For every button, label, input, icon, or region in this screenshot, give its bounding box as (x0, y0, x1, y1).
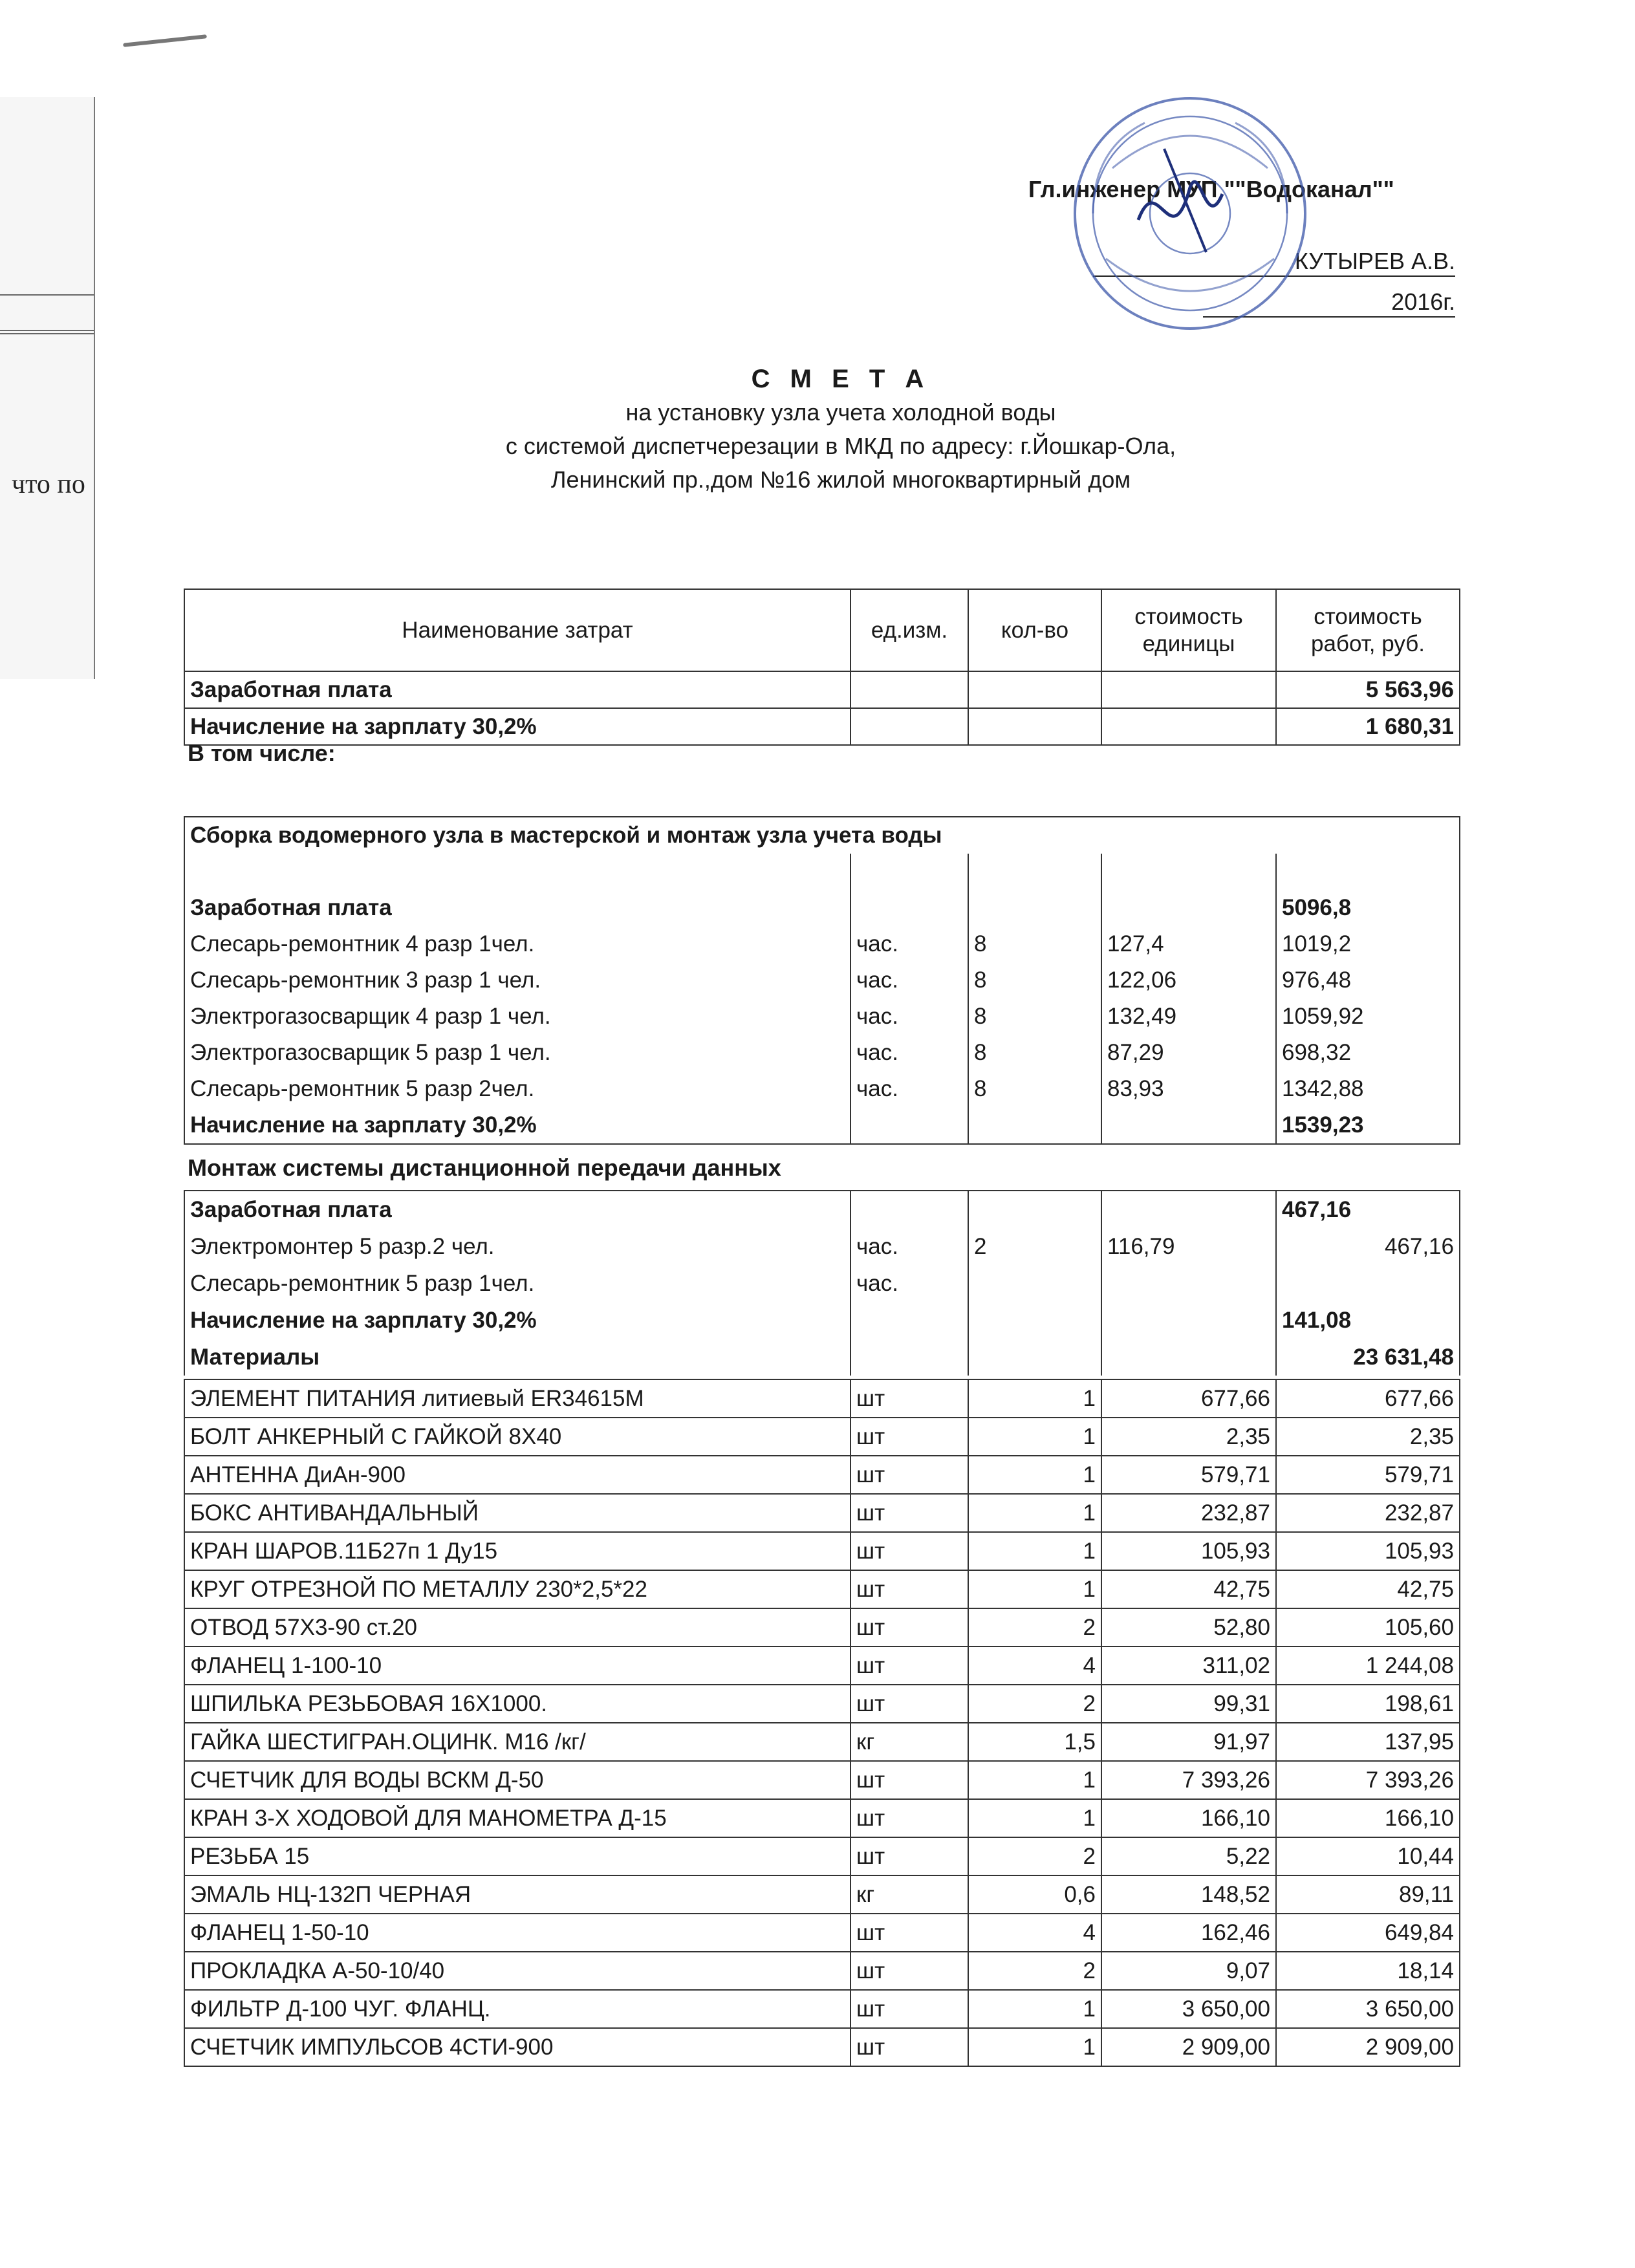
material-unit: шт (850, 1914, 968, 1952)
material-unit: шт (850, 1990, 968, 2028)
document-title-block (194, 362, 1488, 497)
material-price: 9,07 (1101, 1952, 1276, 1990)
section-title: Сборка водомерного узла в мастерской и монтаж узла учета воды (184, 817, 1460, 854)
worker-qty: 8 (968, 1071, 1101, 1107)
worker-name: Слесарь-ремонтник 5 разр 2чел. (184, 1071, 850, 1107)
material-price: 166,10 (1101, 1799, 1276, 1837)
worker-name: Электрогазосварщик 5 разр 1 чел. (184, 1035, 850, 1071)
material-sum: 89,11 (1276, 1875, 1460, 1914)
material-qty: 1 (968, 1379, 1101, 1418)
section-assembly-table (184, 816, 1460, 1145)
materials-label: Материалы (184, 1339, 850, 1376)
pen-mark (123, 34, 207, 47)
material-name: ГАЙКА ШЕСТИГРАН.ОЦИНК. М16 /кг/ (184, 1723, 850, 1761)
material-price: 5,22 (1101, 1837, 1276, 1875)
material-price: 52,80 (1101, 1608, 1276, 1647)
worker-unit: час. (850, 1265, 968, 1302)
salary-value: 467,16 (1276, 1191, 1460, 1228)
material-sum: 677,66 (1276, 1379, 1460, 1418)
material-price: 105,93 (1101, 1532, 1276, 1570)
material-qty: 2 (968, 1685, 1101, 1723)
worker-price: 83,93 (1101, 1071, 1276, 1107)
material-row (184, 1837, 1460, 1875)
accrual-value: 1539,23 (1276, 1107, 1460, 1144)
section-title-row (184, 817, 1460, 854)
organization-seal (1067, 91, 1313, 336)
material-row (184, 1532, 1460, 1570)
summary-table (184, 589, 1460, 746)
material-sum: 2,35 (1276, 1418, 1460, 1456)
accrual-label: Начисление на зарплату 30,2% (184, 1302, 850, 1339)
underlying-page (0, 97, 95, 679)
worker-unit: час. (850, 962, 968, 999)
col-header-name: Наименование затрат (184, 589, 850, 671)
worker-price: 87,29 (1101, 1035, 1276, 1071)
accrual-row (184, 1302, 1460, 1339)
material-name: ФИЛЬТР Д-100 ЧУГ. ФЛАНЦ. (184, 1990, 850, 2028)
material-name: ФЛАНЕЦ 1-100-10 (184, 1647, 850, 1685)
worker-sum (1276, 1265, 1460, 1302)
worker-unit: час. (850, 1228, 968, 1265)
material-row (184, 1990, 1460, 2028)
col-header-total: стоимость работ, руб. (1276, 589, 1460, 671)
worker-unit: час. (850, 926, 968, 962)
material-qty: 4 (968, 1914, 1101, 1952)
material-row (184, 1952, 1460, 1990)
worker-unit: час. (850, 1035, 968, 1071)
material-price: 2 909,00 (1101, 2028, 1276, 2066)
material-row (184, 1647, 1460, 1685)
material-unit: шт (850, 1837, 968, 1875)
underlay-rule (0, 333, 94, 334)
material-price: 99,31 (1101, 1685, 1276, 1723)
material-sum: 649,84 (1276, 1914, 1460, 1952)
document-title: С М Е Т А (751, 365, 931, 393)
material-name: БОЛТ АНКЕРНЫЙ С ГАЙКОЙ 8Х40 (184, 1418, 850, 1456)
accrual-row (184, 1107, 1460, 1144)
summary-name: Начисление на зарплату 30,2% (184, 708, 850, 745)
material-name: КРАН 3-Х ХОДОВОЙ ДЛЯ МАНОМЕТРА Д-15 (184, 1799, 850, 1837)
material-row (184, 1379, 1460, 1418)
summary-value: 5 563,96 (1276, 671, 1460, 708)
material-unit: шт (850, 1608, 968, 1647)
materials-table (184, 1379, 1460, 2067)
worker-price (1101, 1265, 1276, 1302)
material-row (184, 1761, 1460, 1799)
salary-row (184, 1191, 1460, 1228)
worker-qty: 8 (968, 1035, 1101, 1071)
material-sum: 137,95 (1276, 1723, 1460, 1761)
material-qty: 4 (968, 1647, 1101, 1685)
title-line-1: на установку узла учета холодной воды (625, 399, 1056, 426)
material-name: АНТЕННА ДиАн-900 (184, 1456, 850, 1494)
material-price: 677,66 (1101, 1379, 1276, 1418)
worker-sum: 1019,2 (1276, 926, 1460, 962)
worker-row (184, 1035, 1460, 1071)
material-name: ЭМАЛЬ НЦ-132П ЧЕРНАЯ (184, 1875, 850, 1914)
material-price: 579,71 (1101, 1456, 1276, 1494)
in-total-label: В том числе: (188, 740, 336, 766)
material-sum: 105,93 (1276, 1532, 1460, 1570)
worker-row (184, 999, 1460, 1035)
material-qty: 1 (968, 1418, 1101, 1456)
worker-sum: 1059,92 (1276, 999, 1460, 1035)
material-sum: 105,60 (1276, 1608, 1460, 1647)
worker-row (184, 1228, 1460, 1265)
salary-label: Заработная плата (184, 890, 850, 926)
material-name: ОТВОД 57Х3-90 ст.20 (184, 1608, 850, 1647)
underlay-text: что по (12, 470, 85, 499)
material-row (184, 1456, 1460, 1494)
worker-unit: час. (850, 1071, 968, 1107)
worker-name: Электромонтер 5 разр.2 чел. (184, 1228, 850, 1265)
material-price: 162,46 (1101, 1914, 1276, 1952)
worker-sum: 1342,88 (1276, 1071, 1460, 1107)
material-price: 148,52 (1101, 1875, 1276, 1914)
material-row (184, 1723, 1460, 1761)
material-unit: шт (850, 2028, 968, 2066)
material-qty: 2 (968, 1837, 1101, 1875)
material-row (184, 1799, 1460, 1837)
material-qty: 1 (968, 1761, 1101, 1799)
material-row (184, 1685, 1460, 1723)
material-unit: шт (850, 1799, 968, 1837)
worker-name: Электрогазосварщик 4 разр 1 чел. (184, 999, 850, 1035)
section-remote-table (184, 1190, 1460, 1376)
material-unit: шт (850, 1532, 968, 1570)
accrual-value: 141,08 (1276, 1302, 1460, 1339)
worker-qty (968, 1265, 1101, 1302)
material-unit: шт (850, 1761, 968, 1799)
material-unit: шт (850, 1494, 968, 1532)
worker-price: 122,06 (1101, 962, 1276, 999)
material-price: 3 650,00 (1101, 1990, 1276, 2028)
material-qty: 1 (968, 1990, 1101, 2028)
material-unit: шт (850, 1418, 968, 1456)
header-row (184, 589, 1460, 671)
material-price: 91,97 (1101, 1723, 1276, 1761)
spacer-row (184, 854, 1460, 890)
material-row (184, 2028, 1460, 2066)
material-row (184, 1494, 1460, 1532)
accrual-label: Начисление на зарплату 30,2% (184, 1107, 850, 1144)
salary-row (184, 890, 1460, 926)
material-unit: шт (850, 1456, 968, 1494)
material-sum: 198,61 (1276, 1685, 1460, 1723)
material-qty: 1 (968, 1494, 1101, 1532)
material-name: КРАН ШАРОВ.11Б27п 1 Ду15 (184, 1532, 850, 1570)
material-unit: шт (850, 1952, 968, 1990)
summary-value: 1 680,31 (1276, 708, 1460, 745)
worker-sum: 467,16 (1276, 1228, 1460, 1265)
salary-value: 5096,8 (1276, 890, 1460, 926)
worker-row (184, 1265, 1460, 1302)
approval-name: КУТЫРЕВ А.В. (1093, 247, 1455, 277)
section2-title: Монтаж системы дистанционной передачи данных (188, 1154, 781, 1181)
material-name: РЕЗЬБА 15 (184, 1837, 850, 1875)
worker-row (184, 1071, 1460, 1107)
worker-unit: час. (850, 999, 968, 1035)
material-name: КРУГ ОТРЕЗНОЙ ПО МЕТАЛЛУ 230*2,5*22 (184, 1570, 850, 1608)
approval-position: Гл.инженер МУП ""Водоканал"" (1028, 176, 1394, 202)
material-sum: 7 393,26 (1276, 1761, 1460, 1799)
underlay-rule (0, 294, 94, 296)
worker-sum: 976,48 (1276, 962, 1460, 999)
material-name: ЭЛЕМЕНТ ПИТАНИЯ литиевый ER34615M (184, 1379, 850, 1418)
material-sum: 10,44 (1276, 1837, 1460, 1875)
underlay-rule (0, 330, 94, 331)
worker-price: 127,4 (1101, 926, 1276, 962)
material-name: БОКС АНТИВАНДАЛЬНЫЙ (184, 1494, 850, 1532)
material-qty: 0,6 (968, 1875, 1101, 1914)
material-price: 232,87 (1101, 1494, 1276, 1532)
material-unit: кг (850, 1875, 968, 1914)
worker-price: 116,79 (1101, 1228, 1276, 1265)
material-sum: 1 244,08 (1276, 1647, 1460, 1685)
material-qty: 1 (968, 2028, 1101, 2066)
worker-qty: 2 (968, 1228, 1101, 1265)
summary-row (184, 671, 1460, 708)
col-header-qty: кол-во (968, 589, 1101, 671)
material-unit: шт (850, 1379, 968, 1418)
worker-name: Слесарь-ремонтник 3 разр 1 чел. (184, 962, 850, 999)
material-name: СЧЕТЧИК ИМПУЛЬСОВ 4СТИ-900 (184, 2028, 850, 2066)
worker-name: Слесарь-ремонтник 4 разр 1чел. (184, 926, 850, 962)
material-price: 7 393,26 (1101, 1761, 1276, 1799)
material-qty: 2 (968, 1608, 1101, 1647)
worker-sum: 698,32 (1276, 1035, 1460, 1071)
material-row (184, 1608, 1460, 1647)
worker-name: Слесарь-ремонтник 5 разр 1чел. (184, 1265, 850, 1302)
worker-row (184, 926, 1460, 962)
material-name: ПРОКЛАДКА А-50-10/40 (184, 1952, 850, 1990)
worker-qty: 8 (968, 962, 1101, 999)
summary-name: Заработная плата (184, 671, 850, 708)
material-qty: 1 (968, 1456, 1101, 1494)
material-qty: 1,5 (968, 1723, 1101, 1761)
material-unit: шт (850, 1570, 968, 1608)
material-price: 2,35 (1101, 1418, 1276, 1456)
material-sum: 3 650,00 (1276, 1990, 1460, 2028)
material-sum: 18,14 (1276, 1952, 1460, 1990)
col-header-unit-price: стоимость единицы (1101, 589, 1276, 671)
title-line-2: с системой диспетчерезации в МКД по адресу: г.Йошкар-Ола, (505, 433, 1176, 459)
material-row (184, 1418, 1460, 1456)
worker-price: 132,49 (1101, 999, 1276, 1035)
summary-row (184, 708, 1460, 745)
material-unit: шт (850, 1647, 968, 1685)
material-qty: 1 (968, 1799, 1101, 1837)
material-row (184, 1914, 1460, 1952)
material-sum: 2 909,00 (1276, 2028, 1460, 2066)
title-line-3: Ленинский пр.,дом №16 жилой многоквартирный дом (550, 466, 1131, 493)
approval-date: 2016г. (1203, 288, 1455, 318)
material-row (184, 1875, 1460, 1914)
materials-value: 23 631,48 (1276, 1339, 1460, 1376)
material-sum: 579,71 (1276, 1456, 1460, 1494)
material-sum: 166,10 (1276, 1799, 1460, 1837)
material-unit: шт (850, 1685, 968, 1723)
material-sum: 232,87 (1276, 1494, 1460, 1532)
material-qty: 2 (968, 1952, 1101, 1990)
material-price: 42,75 (1101, 1570, 1276, 1608)
worker-row (184, 962, 1460, 999)
material-name: ФЛАНЕЦ 1-50-10 (184, 1914, 850, 1952)
col-header-unit: ед.изм. (850, 589, 968, 671)
materials-row (184, 1339, 1460, 1376)
worker-qty: 8 (968, 926, 1101, 962)
material-unit: кг (850, 1723, 968, 1761)
material-row (184, 1570, 1460, 1608)
material-qty: 1 (968, 1532, 1101, 1570)
material-qty: 1 (968, 1570, 1101, 1608)
material-price: 311,02 (1101, 1647, 1276, 1685)
worker-qty: 8 (968, 999, 1101, 1035)
material-sum: 42,75 (1276, 1570, 1460, 1608)
salary-label: Заработная плата (184, 1191, 850, 1228)
material-name: СЧЕТЧИК ДЛЯ ВОДЫ ВСКМ Д-50 (184, 1761, 850, 1799)
material-name: ШПИЛЬКА РЕЗЬБОВАЯ 16Х1000. (184, 1685, 850, 1723)
